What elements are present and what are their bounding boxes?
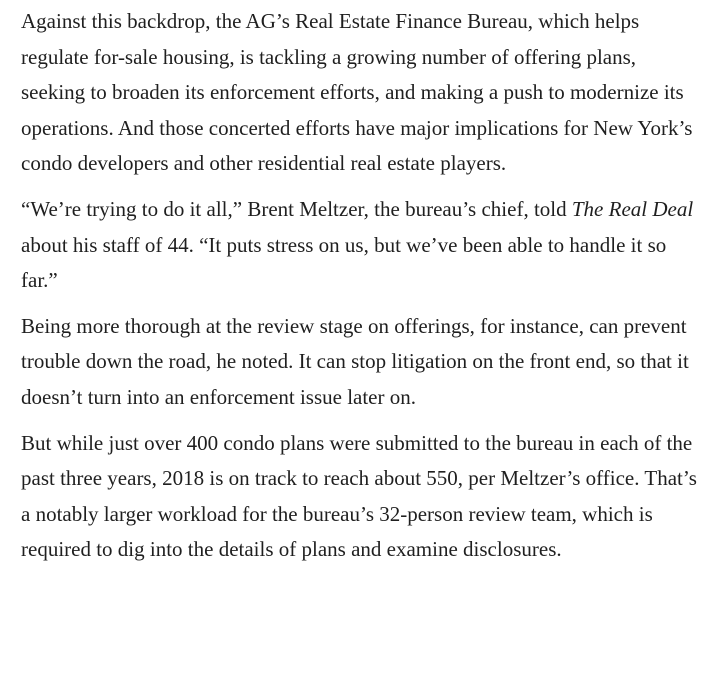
quote-text-before: “We’re trying to do it all,” Brent Meltzer, the bureau’s chief, told: [21, 196, 572, 221]
quote-text-after: about his staff of 44. “It puts stress on us, but we’ve been able to handle it so far.”: [21, 232, 667, 293]
paragraph-backdrop: Against this backdrop, the AG’s Real Estate Finance Bureau, which helps regulate for-sale housing, is tackling a growing number of offering plans, seeking to broaden its enforcement efforts, and making a push to modernize its operations. And those concerted efforts have major implications for New York’s condo developers and other residential real estate players.: [21, 9, 693, 176]
article-body: [21, 4, 701, 578]
paragraph-quote: [21, 192, 701, 299]
publication-name: The Real Deal: [571, 196, 694, 221]
paragraph-review-stage: Being more thorough at the review stage on offerings, for instance, can prevent trouble down the road, he noted. It can stop litigation on the front end, so that it doesn’t turn into an enforcement issue later on.: [21, 313, 689, 409]
paragraph-workload: But while just over 400 condo plans were submitted to the bureau in each of the past three years, 2018 is on track to reach about 550, per Meltzer’s office. That’s a notably larger workload for the bureau’s 32-person review team, which is required to dig into the details of plans and examine disclosures.: [21, 430, 697, 562]
